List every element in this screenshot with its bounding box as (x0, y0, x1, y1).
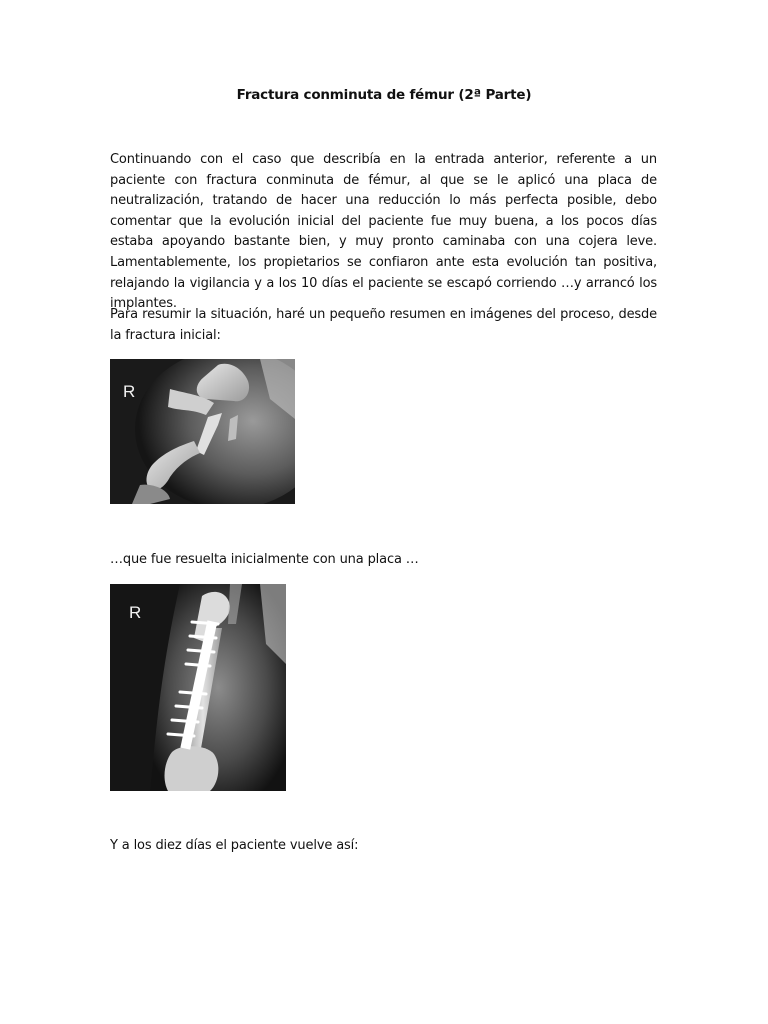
paragraph-summary-intro: Para resumir la situación, haré un pequeño resumen en imágenes del proceso, desde la fractura inicial: (110, 307, 657, 343)
caption-ten-days-later: Y a los diez días el paciente vuelve así: (110, 838, 359, 853)
xray-fracture-drawing (110, 359, 295, 504)
document-title: Fractura conminuta de fémur (2ª Parte) (236, 87, 532, 103)
paragraph-case-description: Continuando con el caso que describía en la entrada anterior, referente a un paciente con fractura conminuta de fémur, al que se le aplicó una placa de neutralización, tratando de hacer una reducción lo más perfecta posible, debo comentar que la evolución inicial del paciente fue muy buena, a los pocos días estaba apoyando bastante bien, y muy pronto caminaba con una cojera leve. Lamentablemente, los propietarios se confiaron ante esta evolución tan positiva, relajando la vigilancia y a los 10 días el paciente se escapó corriendo …y arrancó los implantes. (110, 152, 657, 312)
xray-side-marker: R (123, 382, 136, 401)
xray-initial-fracture-image (110, 359, 295, 504)
xray-side-marker: R (129, 603, 142, 622)
xray-plate-fixation-image (110, 584, 286, 791)
caption-plate-fixation: …que fue resuelta inicialmente con una placa … (110, 552, 419, 567)
